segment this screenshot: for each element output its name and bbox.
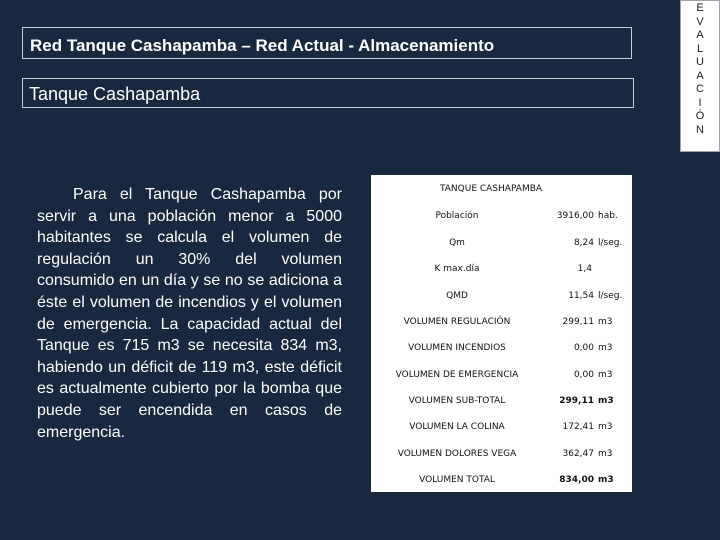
table-row — [371, 422, 632, 436]
row-value: 11,54 — [568, 291, 594, 301]
row-unit: l/seg. — [598, 238, 623, 248]
row-label: VOLUMEN INCENDIOS — [408, 343, 506, 353]
table-header: TANQUE CASHAPAMBA — [439, 184, 543, 194]
row-value: 299,11 — [559, 396, 594, 406]
row-value: 8,24 — [573, 238, 594, 248]
row-unit: m3 — [598, 317, 613, 327]
table-row — [371, 449, 632, 463]
side-letter: L — [696, 42, 704, 55]
table-row — [371, 264, 632, 278]
row-label: VOLUMEN DE EMERGENCIA — [395, 370, 519, 380]
row-unit: m3 — [598, 396, 614, 406]
row-unit: m3 — [598, 449, 613, 459]
page-title: Red Tanque Cashapamba – Red Actual - Almacenamiento — [22, 27, 632, 59]
tank-table — [371, 175, 632, 492]
row-value: 1,4 — [577, 264, 592, 274]
row-label: VOLUMEN TOTAL — [419, 475, 495, 485]
row-value: 0,00 — [573, 370, 594, 380]
table-row — [371, 475, 632, 489]
row-label: Qm — [449, 238, 465, 248]
side-letter: Ó — [695, 110, 705, 122]
row-value: 172,41 — [562, 422, 594, 432]
body-paragraph: Para el Tanque Cashapamba por servir a una población menor a 5000 habitantes se calcula el volumen de regulación un 30% del volumen consumido en un día y se no se adiciona a éste el volumen de incendios y el volumen de emergencia. La capacidad actual del Tanque es 715 m3 se necesita 834 m3, habiendo un déficit de 119 m3, este déficit es actualmente cubierto por la bomba que puede ser encendida en casos de emergencia. — [37, 186, 342, 441]
side-letter: I — [698, 96, 702, 109]
row-value: 0,00 — [573, 343, 594, 353]
table-row — [371, 317, 632, 331]
row-value: 299,11 — [562, 317, 594, 327]
side-letter: E — [696, 2, 704, 14]
row-label: VOLUMEN DOLORES VEGA — [397, 449, 517, 459]
row-label: QMD — [446, 291, 468, 301]
row-label: Población — [435, 211, 479, 221]
table-row — [371, 343, 632, 357]
table-row — [371, 396, 632, 410]
row-value: 834,00 — [559, 475, 594, 485]
row-label: VOLUMEN SUB-TOTAL — [408, 396, 506, 406]
side-label-evaluacion — [680, 0, 720, 152]
table-row — [371, 238, 632, 252]
table-row — [371, 211, 632, 225]
side-letter: U — [696, 56, 704, 68]
row-unit: hab. — [598, 211, 618, 221]
row-label: K max.día — [434, 264, 480, 274]
side-letter: A — [696, 29, 704, 41]
side-letter: N — [696, 123, 704, 136]
side-letter: A — [696, 69, 704, 82]
row-unit: m3 — [598, 370, 613, 380]
section-subtitle: Tanque Cashapamba — [22, 78, 634, 108]
side-letter: V — [696, 15, 704, 28]
row-unit: m3 — [598, 475, 614, 485]
row-unit: m3 — [598, 422, 613, 432]
table-row — [371, 370, 632, 384]
row-unit: m3 — [598, 343, 613, 353]
table-row — [371, 291, 632, 305]
row-value: 3916,00 — [556, 211, 594, 221]
row-label: VOLUMEN REGULACIÓN — [403, 317, 511, 327]
row-value: 362,47 — [562, 449, 594, 459]
row-label: VOLUMEN LA COLINA — [409, 422, 505, 432]
side-letter: C — [696, 83, 704, 95]
row-unit: l/seg. — [598, 291, 623, 301]
